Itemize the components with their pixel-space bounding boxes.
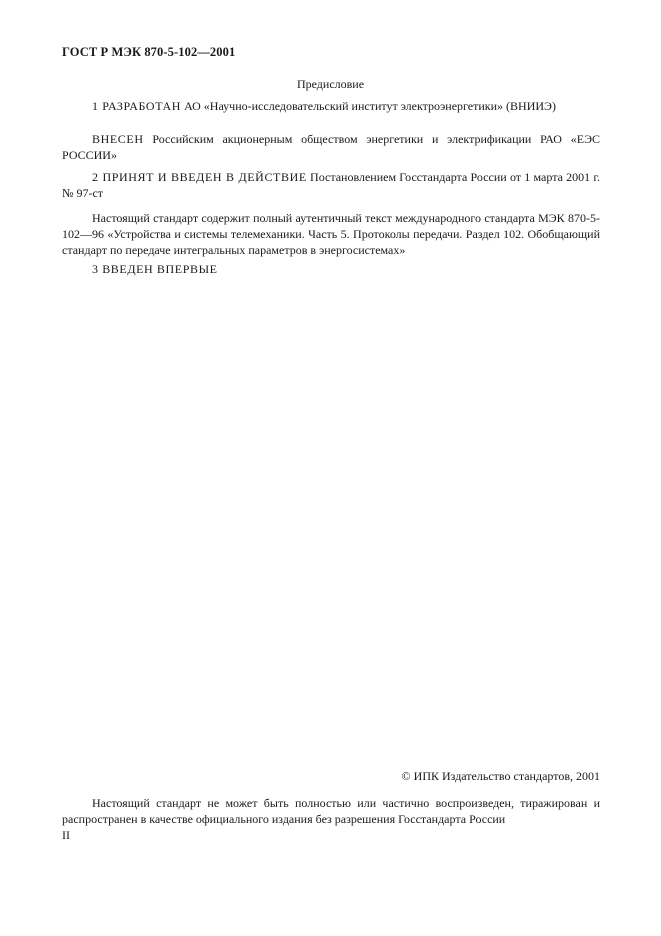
paragraph-developed-by	[62, 98, 600, 114]
paragraph-adopted-lead: 2 ПРИНЯТ И ВВЕДЕН В ДЕЙСТВИЕ	[92, 170, 307, 184]
section-title: Предисловие	[296, 77, 365, 91]
reproduction-notice: Настоящий стандарт не может быть полностью или частично воспроизведен, тиражирован и распространен в качестве официального издания без разрешения Госстандарта России	[62, 796, 600, 826]
copyright-line: © ИПК Издательство стандартов, 2001	[401, 769, 600, 783]
paragraph-first-introduced: 3 ВВЕДЕН ВПЕРВЫЕ	[92, 262, 218, 276]
document-header: ГОСТ Р МЭК 870-5-102—2001	[62, 45, 236, 59]
paragraph-submitted-by-text: Российским акционерным обществом энергетики и электрификации РАО «ЕЭС РОССИИ»	[62, 132, 600, 162]
paragraph-adopted-text: Постановлением Госстандарта России от 1 марта 2001 г. № 97-ст	[62, 170, 600, 200]
paragraph-developed-by-lead: 1 РАЗРАБОТАН	[92, 99, 182, 113]
paragraph-developed-by-text: АО «Научно-исследовательский институт электроэнергетики» (ВНИИЭ)	[181, 99, 556, 113]
page-number: II	[62, 828, 70, 842]
paragraph-submitted-by-lead: ВНЕСЕН	[92, 132, 144, 146]
paragraph-adopted	[62, 169, 600, 201]
paragraph-submitted-by	[62, 131, 600, 163]
paragraph-standard-content: Настоящий стандарт содержит полный аутентичный текст международного стандарта МЭК 870-5-102—96 «Устройства и системы телемеханики. Часть 5. Протоколы передачи. Раздел 102. Обобщающий стандарт по передаче интегральных параметров в энергосистемах»	[62, 211, 600, 257]
